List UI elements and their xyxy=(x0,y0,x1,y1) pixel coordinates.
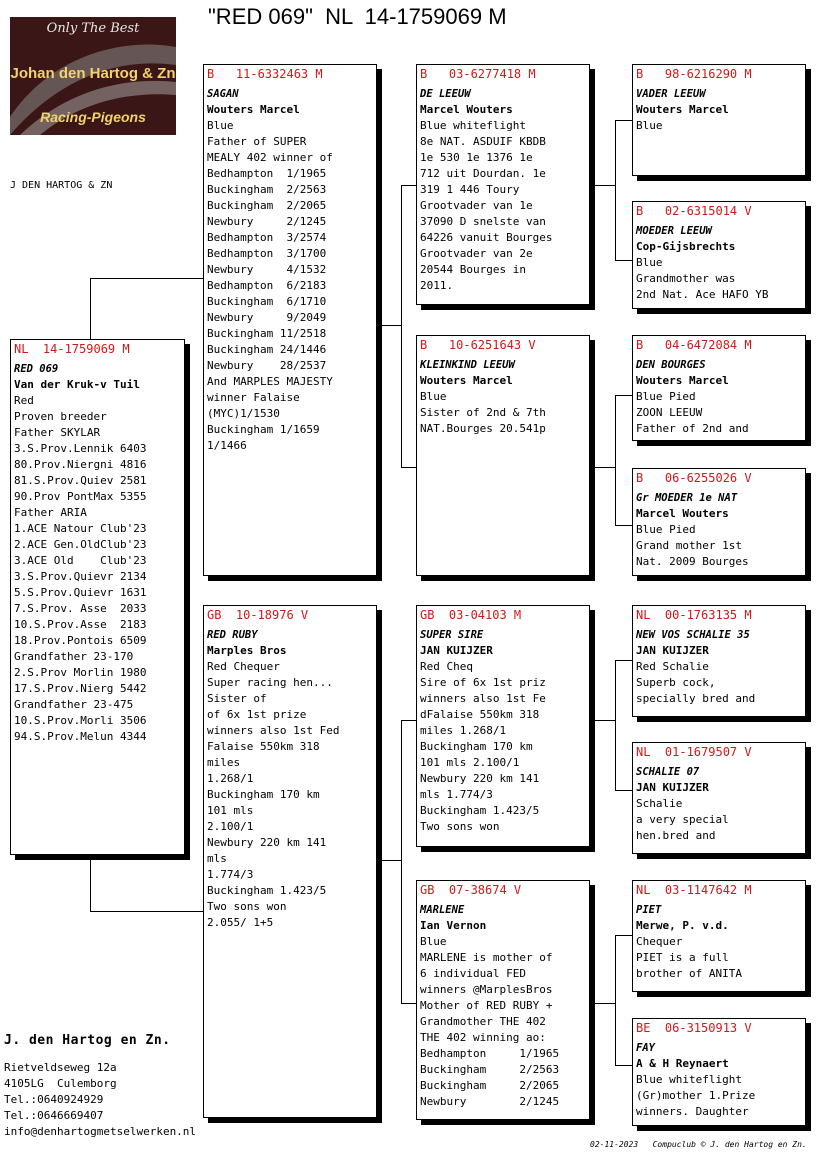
pigeon-name: RED 069 xyxy=(14,363,59,375)
logo-tagline: Only The Best xyxy=(46,21,140,36)
pigeon-info-line: Grand mother 1st xyxy=(636,539,742,552)
footer-email[interactable]: info@denhartogmetselwerken.nl xyxy=(4,1125,197,1138)
pigeon-info-line: 2.ACE Gen.OldClub'23 xyxy=(14,538,147,551)
owner-label: J DEN HARTOG & ZN xyxy=(10,180,113,191)
pigeon-info-line: Red Chequer xyxy=(207,660,280,673)
pigeon-info-line: MARLENE is mother of xyxy=(420,951,553,964)
pigeon-card-sss[interactable] xyxy=(632,64,806,176)
pigeon-name: VADER LEEUW xyxy=(636,88,706,100)
pigeon-info-line: Buckingham 2/2065 xyxy=(207,199,327,212)
pigeon-info-line: 1.774/3 xyxy=(207,868,254,881)
pigeon-info-line: 2nd Nat. Ace HAFO YB xyxy=(636,288,769,301)
connector-line xyxy=(376,860,402,861)
pigeon-info-line: 90.Prov PontMax 5355 xyxy=(14,490,147,503)
pigeon-info-line: Father of SUPER xyxy=(207,135,307,148)
pigeon-owner: Wouters Marcel xyxy=(636,374,729,387)
pigeon-info-line: Bedhampton 1/1965 xyxy=(420,1047,560,1060)
pigeon-info-line: Buckingham 2/2065 xyxy=(420,1079,560,1092)
pigeon-info-line: (Gr)mother 1.Prize xyxy=(636,1089,756,1102)
pigeon-owner: Van der Kruk-v Tuil xyxy=(14,378,140,391)
pigeon-info-line: Father SKYLAR xyxy=(14,426,101,439)
pigeon-card-ssd[interactable] xyxy=(632,201,806,309)
pigeon-info-line: Newbury 2/1245 xyxy=(420,1095,560,1108)
connector-line xyxy=(590,185,616,186)
pigeon-info-line: mls 1.774/3 xyxy=(420,788,493,801)
pigeon-info-line: Buckingham 6/1710 xyxy=(207,295,327,308)
pigeon-info-line: Bedhampton 3/1700 xyxy=(207,247,327,260)
pigeon-info-line: specially bred and xyxy=(636,692,756,705)
pigeon-info-line: Super racing hen... xyxy=(207,676,333,689)
pigeon-info-line: 2011. xyxy=(420,279,454,292)
connector-line xyxy=(401,720,402,1003)
connector-line xyxy=(90,278,91,340)
ring-number: B 11-6332463 M xyxy=(207,67,323,81)
pigeon-info-line: Blue xyxy=(420,390,447,403)
pigeon-name: Gr MOEDER 1e NAT xyxy=(636,492,738,504)
ring-number: B 06-6255026 V xyxy=(636,471,752,485)
connector-line xyxy=(615,395,616,525)
pigeon-name: DEN BOURGES xyxy=(636,359,706,371)
pigeon-info-line: Two sons won xyxy=(420,820,500,833)
pigeon-name: SCHALIE 07 xyxy=(636,766,700,778)
pigeon-name: PIET xyxy=(636,904,662,916)
pigeon-info-line: Schalie xyxy=(636,797,683,810)
pigeon-info-line: MEALY 402 winner of xyxy=(207,151,333,164)
pigeon-info-line: 3.S.Prov.Lennik 6403 xyxy=(14,442,147,455)
connector-line xyxy=(590,720,616,721)
pigeon-info-line: 2.S.Prov Morlin 1980 xyxy=(14,666,147,679)
connector-line xyxy=(615,1065,633,1066)
pigeon-info-line: Sister of xyxy=(207,692,267,705)
pigeon-info-line: 1/1466 xyxy=(207,439,247,452)
pigeon-info-line: 1.268/1 xyxy=(207,772,254,785)
pigeon-info-line: winners also 1st Fed xyxy=(207,724,340,737)
ring-number: B 98-6216290 M xyxy=(636,67,752,81)
ring-number: NL 00-1763135 M xyxy=(636,608,752,622)
pigeon-info-line: 10.S.Prov.Asse 2183 xyxy=(14,618,147,631)
pigeon-info-line: Superb cock, xyxy=(636,676,716,689)
connector-line xyxy=(90,278,204,279)
connector-line xyxy=(615,660,616,790)
pigeon-card-dam-sire[interactable] xyxy=(416,605,590,847)
pigeon-info-line: Newbury 220 km 141 xyxy=(207,836,327,849)
pigeon-name: DE LEEUW xyxy=(420,88,471,100)
pigeon-card-dsd[interactable] xyxy=(632,742,806,854)
pigeon-info-line: Grootvader van 2e xyxy=(420,247,533,260)
pigeon-info-line: winners also 1st Fe xyxy=(420,692,546,705)
pigeon-card-sire[interactable] xyxy=(203,64,377,576)
pigeon-info-line: dFalaise 550km 318 xyxy=(420,708,540,721)
pigeon-info-line: hen.bred and xyxy=(636,829,716,842)
pigeon-info-line: Nat. 2009 Bourges xyxy=(636,555,749,568)
pigeon-info-line: mls xyxy=(207,852,227,865)
connector-line xyxy=(90,855,91,912)
ring-number: BE 06-3150913 V xyxy=(636,1021,752,1035)
pigeon-card-ddd[interactable] xyxy=(632,1018,806,1126)
pigeon-info-line: Bedhampton 6/2183 xyxy=(207,279,327,292)
pigeon-info-line: Father ARIA xyxy=(14,506,87,519)
pigeon-info-line: 712 uit Dourdan. 1e xyxy=(420,167,546,180)
pigeon-info-line: brother of ANITA xyxy=(636,967,742,980)
pigeon-info-line: Falaise 550km 318 xyxy=(207,740,320,753)
pigeon-card-sdd[interactable] xyxy=(632,468,806,576)
pigeon-info-line: Blue xyxy=(636,256,663,269)
connector-line xyxy=(615,790,633,791)
pigeon-owner: Marples Bros xyxy=(207,644,287,657)
connector-line xyxy=(401,185,417,186)
pigeon-owner: Merwe, P. v.d. xyxy=(636,919,729,932)
pigeon-info-line: 20544 Bourges in xyxy=(420,263,526,276)
connector-line xyxy=(90,911,204,912)
pigeon-owner: Cop-Gijsbrechts xyxy=(636,240,736,253)
pigeon-card-dds[interactable] xyxy=(632,880,806,992)
pigeon-info-line: Father of 2nd and xyxy=(636,422,749,435)
pigeon-info-line: Blue xyxy=(420,935,447,948)
pigeon-info-line: 17.S.Prov.Nierg 5442 xyxy=(14,682,147,695)
pigeon-info-line: 94.S.Prov.Melun 4344 xyxy=(14,730,147,743)
pigeon-info-line: Buckingham 1/1659 xyxy=(207,423,320,436)
pigeon-info-line: 101 mls 2.100/1 xyxy=(420,756,520,769)
pigeon-info-line: ZOON LEEUW xyxy=(636,406,703,419)
pigeon-info-line: Buckingham 1.423/5 xyxy=(207,884,327,897)
pigeon-info-line: Blue Pied xyxy=(636,523,696,536)
pigeon-info-line: Blue whiteflight xyxy=(420,119,526,132)
pigeon-info-line: Red Schalie xyxy=(636,660,709,673)
connector-line xyxy=(590,1003,616,1004)
pigeon-info-line: a very special xyxy=(636,813,729,826)
pigeon-info-line: Grandmother THE 402 xyxy=(420,1015,546,1028)
connector-line xyxy=(615,120,616,260)
connector-line xyxy=(401,1003,417,1004)
connector-line xyxy=(615,660,633,661)
pigeon-info-line: 6 individual FED xyxy=(420,967,526,980)
pigeon-info-line: Blue whiteflight xyxy=(636,1073,742,1086)
connector-line xyxy=(615,525,633,526)
pigeon-name: MOEDER LEEUW xyxy=(636,225,712,237)
pigeon-name: KLEINKIND LEEUW xyxy=(420,359,515,371)
connector-line xyxy=(376,325,402,326)
ring-number: GB 07-38674 V xyxy=(420,883,522,897)
pigeon-owner: A & H Reynaert xyxy=(636,1057,729,1070)
logo-subtitle: Racing-Pigeons xyxy=(40,109,146,125)
pigeon-info-line: Buckingham 24/1446 xyxy=(207,343,327,356)
pigeon-info-line: Newbury 9/2049 xyxy=(207,311,327,324)
ring-number: B 02-6315014 V xyxy=(636,204,752,218)
pigeon-info-line: winners. Daughter xyxy=(636,1105,749,1118)
pigeon-info-line: 319 1 446 Toury xyxy=(420,183,520,196)
pigeon-info-line: of 6x 1st prize xyxy=(207,708,307,721)
pigeon-info-line: Newbury 2/1245 xyxy=(207,215,327,228)
ring-number: B 10-6251643 V xyxy=(420,338,536,352)
pigeon-info-line: Blue Pied xyxy=(636,390,696,403)
ring-number: B 03-6277418 M xyxy=(420,67,536,81)
ring-number: NL 14-1759069 M xyxy=(14,342,130,356)
pigeon-info-line: 80.Prov.Niergni 4816 xyxy=(14,458,147,471)
footer-breeder-name: J. den Hartog en Zn. xyxy=(4,1033,171,1048)
pigeon-info-line: Blue xyxy=(207,119,234,132)
pigeon-info-line: Grandfather 23-475 xyxy=(14,698,134,711)
pigeon-owner: Wouters Marcel xyxy=(420,374,513,387)
pigeon-info-line: Grootvader van 1e xyxy=(420,199,533,212)
pigeon-info-line: Mother of RED RUBY + xyxy=(420,999,553,1012)
ring-number: B 04-6472084 M xyxy=(636,338,752,352)
pigeon-info-line: 10.S.Prov.Morli 3506 xyxy=(14,714,147,727)
pigeon-info-line: 81.S.Prov.Quiev 2581 xyxy=(14,474,147,487)
pigeon-card-sire-sire[interactable] xyxy=(416,64,590,305)
pigeon-card-sds[interactable] xyxy=(632,335,806,441)
connector-line xyxy=(401,467,417,468)
pigeon-info-line: miles xyxy=(207,756,241,769)
pigeon-owner: Marcel Wouters xyxy=(636,507,729,520)
connector-line xyxy=(615,935,633,936)
ring-number: NL 03-1147642 M xyxy=(636,883,752,897)
pigeon-info-line: Buckingham 11/2518 xyxy=(207,327,327,340)
pigeon-info-line: Two sons won xyxy=(207,900,287,913)
pigeon-info-line: Sister of 2nd & 7th xyxy=(420,406,546,419)
pigeon-info-line: 101 mls xyxy=(207,804,254,817)
pigeon-info-line: NAT.Bourges 20.541p xyxy=(420,422,546,435)
footer-phone-2: Tel.:0646669407 xyxy=(4,1109,104,1122)
page-title: "RED 069" NL 14-1759069 M xyxy=(208,4,507,29)
pigeon-info-line: Newbury 220 km 141 xyxy=(420,772,540,785)
ring-number: GB 03-04103 M xyxy=(420,608,522,622)
footer-city: 4105LG Culemborg xyxy=(4,1077,117,1090)
pigeon-info-line: (MYC)1/1530 xyxy=(207,407,280,420)
pigeon-owner: Wouters Marcel xyxy=(207,103,300,116)
ring-number: GB 10-18976 V xyxy=(207,608,309,622)
pigeon-info-line: winner Falaise xyxy=(207,391,300,404)
connector-line xyxy=(615,260,633,261)
pigeon-info-line: 8e NAT. ASDUIF KBDB xyxy=(420,135,546,148)
pigeon-info-line: Blue xyxy=(636,119,663,132)
pigeon-name: FAY xyxy=(636,1042,655,1054)
pigeon-info-line: Buckingham 2/2563 xyxy=(420,1063,560,1076)
pigeon-info-line: 3.S.Prov.Quievr 2134 xyxy=(14,570,147,583)
pigeon-info-line: Red Cheq xyxy=(420,660,473,673)
connector-line xyxy=(615,120,633,121)
pigeon-info-line: THE 402 winning ao: xyxy=(420,1031,546,1044)
pigeon-owner: Marcel Wouters xyxy=(420,103,513,116)
pigeon-info-line: miles 1.268/1 xyxy=(420,724,507,737)
pigeon-name: MARLENE xyxy=(420,904,465,916)
pigeon-info-line: 3.ACE Old Club'23 xyxy=(14,554,147,567)
pigeon-card-dam-dam[interactable] xyxy=(416,880,590,1120)
connector-line xyxy=(401,185,402,467)
pigeon-card-sire-dam[interactable] xyxy=(416,335,590,576)
pigeon-info-line: And MARPLES MAJESTY xyxy=(207,375,333,388)
pigeon-info-line: Buckingham 170 km xyxy=(420,740,533,753)
pigeon-card-dam[interactable] xyxy=(203,605,377,1118)
pigeon-info-line: 1e 530 1e 1376 1e xyxy=(420,151,533,164)
pigeon-info-line: PIET is a full xyxy=(636,951,729,964)
connector-line xyxy=(401,720,417,721)
pigeon-owner: JAN KUIJZER xyxy=(636,781,709,794)
pigeon-owner: Wouters Marcel xyxy=(636,103,729,116)
pigeon-info-line: 2.100/1 xyxy=(207,820,254,833)
breeder-logo xyxy=(10,17,176,135)
pigeon-info-line: Buckingham 1.423/5 xyxy=(420,804,540,817)
pigeon-info-line: Grandmother was xyxy=(636,272,736,285)
pigeon-card-subject[interactable] xyxy=(10,339,185,855)
connector-line xyxy=(590,467,616,468)
ring-number: NL 01-1679507 V xyxy=(636,745,752,759)
pigeon-info-line: 64226 vanuit Bourges xyxy=(420,231,553,244)
pigeon-info-line: Buckingham 2/2563 xyxy=(207,183,327,196)
pigeon-name: NEW VOS SCHALIE 35 xyxy=(636,629,750,641)
pigeon-info-line: Newbury 4/1532 xyxy=(207,263,327,276)
pigeon-info-line: 37090 D snelste van xyxy=(420,215,546,228)
logo-name: Johan den Hartog & Zn xyxy=(10,65,176,82)
pigeon-name: SAGAN xyxy=(207,88,239,100)
pigeon-info-line: Bedhampton 3/2574 xyxy=(207,231,327,244)
pigeon-info-line: winners @MarplesBros xyxy=(420,983,553,996)
pigeon-info-line: Proven breeder xyxy=(14,410,107,423)
pigeon-info-line: 5.S.Prov.Quievr 1631 xyxy=(14,586,147,599)
pigeon-info-line: Newbury 28/2537 xyxy=(207,359,327,372)
connector-line xyxy=(615,395,633,396)
pigeon-info-line: Chequer xyxy=(636,935,683,948)
pigeon-card-dss[interactable] xyxy=(632,605,806,717)
pigeon-info-line: Bedhampton 1/1965 xyxy=(207,167,327,180)
pigeon-info-line: Sire of 6x 1st priz xyxy=(420,676,546,689)
pigeon-info-line: 7.S.Prov. Asse 2033 xyxy=(14,602,147,615)
pigeon-info-line: Red xyxy=(14,394,34,407)
print-date-credit: 02-11-2023 Compuclub © J. den Hartog en Zn. xyxy=(590,1140,807,1149)
pigeon-info-line: 1.ACE Natour Club'23 xyxy=(14,522,147,535)
pigeon-owner: Ian Vernon xyxy=(420,919,487,932)
pigeon-info-line: Buckingham 170 km xyxy=(207,788,320,801)
footer-phone-1: Tel.:0640924929 xyxy=(4,1093,104,1106)
footer-address: Rietveldseweg 12a xyxy=(4,1061,117,1074)
pigeon-owner: JAN KUIJZER xyxy=(636,644,709,657)
pigeon-owner: JAN KUIJZER xyxy=(420,644,493,657)
pigeon-info-line: Grandfather 23-170 xyxy=(14,650,134,663)
pigeon-name: RED RUBY xyxy=(207,629,258,641)
connector-line xyxy=(615,935,616,1065)
pigeon-info-line: 18.Prov.Pontois 6509 xyxy=(14,634,147,647)
pigeon-info-line: 2.055/ 1+5 xyxy=(207,916,274,929)
pigeon-name: SUPER SIRE xyxy=(420,629,484,641)
